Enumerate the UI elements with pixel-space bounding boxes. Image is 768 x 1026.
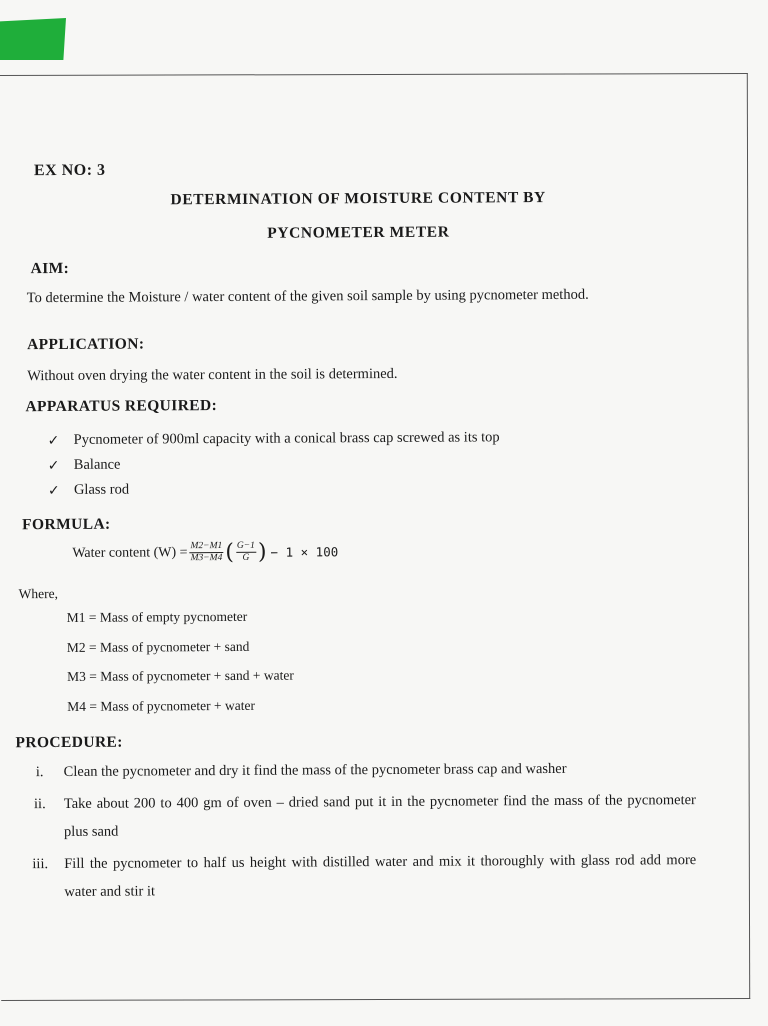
document-title-line-2: PYCNOMETER METER: [267, 223, 450, 242]
apparatus-item: [48, 425, 500, 453]
definition-m3: M3 = Mass of pycnometer + sand + water: [67, 667, 294, 684]
apparatus-list: [48, 425, 500, 503]
step-text: Clean the pycnometer and dry it find the mass of the pycnometer brass cap and washer: [63, 760, 567, 780]
step-number: iii.: [32, 856, 49, 873]
where-label: Where,: [18, 585, 58, 602]
apparatus-heading: APPARATUS REQUIRED:: [25, 397, 218, 416]
water-content-formula: [72, 540, 338, 565]
definition-m1: M1 = Mass of empty pycnometer: [66, 608, 248, 625]
fraction-numerator: G−1: [236, 541, 256, 553]
specific-gravity-fraction: [236, 541, 256, 564]
fraction-denominator: M3−M4: [190, 552, 223, 564]
procedure-heading: PROCEDURE:: [15, 733, 123, 752]
application-text: Without oven drying the water content in the soil is determined.: [27, 365, 398, 385]
checkmark-icon: ✓: [47, 457, 60, 474]
step-number: i.: [35, 764, 44, 781]
checkmark-icon: ✓: [47, 432, 60, 449]
variable-definitions: [67, 609, 295, 728]
apparatus-item-label: Glass rod: [73, 481, 130, 498]
checkmark-icon: ✓: [47, 482, 60, 499]
apparatus-item: [48, 475, 500, 503]
fraction-denominator: G: [242, 552, 250, 563]
step-number: ii.: [33, 796, 46, 813]
formula-heading: FORMULA:: [22, 515, 111, 534]
apparatus-item-label: Balance: [73, 456, 121, 473]
formula-tail: − 1 × 100: [270, 544, 339, 560]
definition-m2: M2 = Mass of pycnometer + sand: [66, 638, 250, 655]
mass-ratio-fraction: [189, 541, 223, 564]
exercise-number: EX NO: 3: [33, 161, 106, 180]
close-paren: ): [257, 539, 267, 565]
fraction-numerator: M2−M1: [189, 541, 223, 553]
document-title-line-1: DETERMINATION OF MOISTURE CONTENT BY: [170, 189, 546, 209]
procedure-step: [16, 754, 696, 786]
procedure-step: [16, 846, 696, 906]
step-text: Take about 200 to 400 gm of oven – dried sand put it in the pycnometer find the mass of the pycnometer plus sand: [63, 792, 696, 840]
definition-m4: M4 = Mass of pycnometer + water: [67, 697, 255, 714]
formula-lhs: Water content (W) =: [72, 544, 188, 561]
aim-heading: AIM:: [30, 259, 70, 278]
step-text: Fill the pycnometer to half us height with distilled water and mix it thoroughly with glass rod add more water and stir it: [64, 852, 697, 900]
procedure-step: [16, 786, 696, 846]
aim-text: To determine the Moisture / water content of the given soil sample by using pycnometer method.: [26, 286, 589, 307]
open-paren: (: [225, 539, 234, 565]
apparatus-item: [48, 450, 500, 478]
application-heading: APPLICATION:: [26, 335, 145, 354]
procedure-list: [16, 754, 697, 910]
apparatus-item-label: Pycnometer of 900ml capacity with a conical brass cap screwed as its top: [73, 429, 500, 448]
